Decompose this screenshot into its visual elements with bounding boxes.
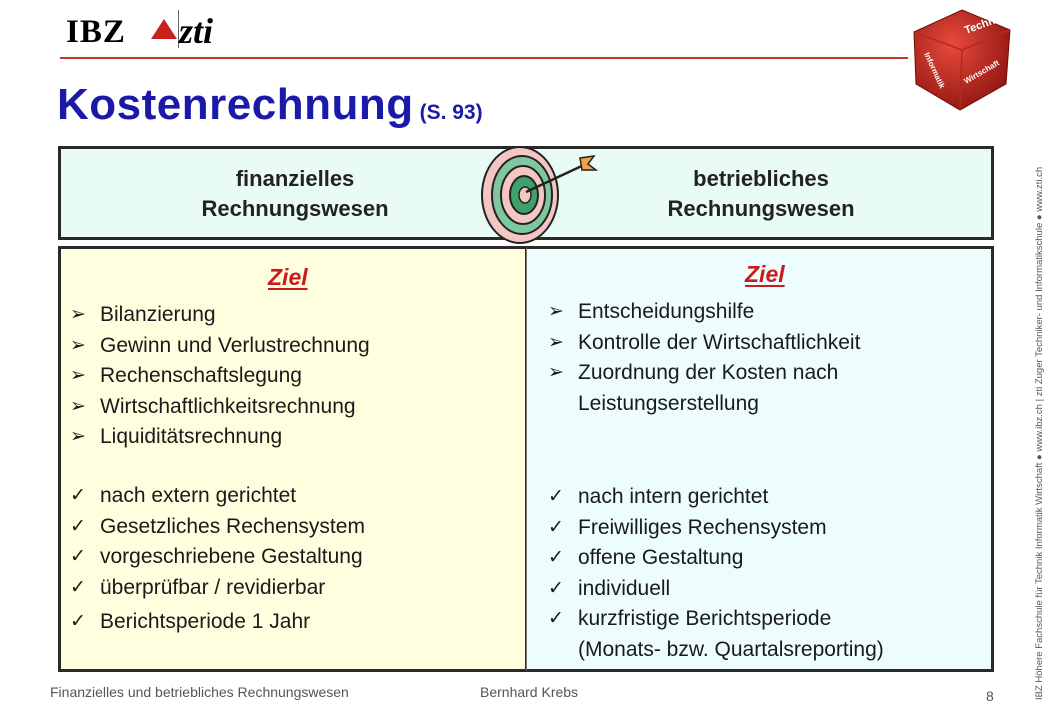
list-item <box>548 574 884 605</box>
goal-text: Zuordnung der Kosten nach <box>578 361 839 384</box>
list-item <box>548 358 860 389</box>
operational-traits-list <box>548 482 884 665</box>
list-item <box>70 392 370 423</box>
arrow-bullet-icon: ➢ <box>548 362 564 383</box>
list-item <box>70 481 365 512</box>
arrow-bullet-icon: ➢ <box>70 395 86 417</box>
checkmark-icon: ✓ <box>548 516 564 538</box>
header-operational-line2: Rechnungswesen <box>667 196 855 221</box>
list-item <box>548 328 860 359</box>
title-page-ref: (S. 93) <box>419 101 483 124</box>
trait-text: Gesetzliches Rechensystem <box>100 514 365 538</box>
list-item-continuation <box>548 389 860 420</box>
checkmark-icon: ✓ <box>70 576 86 598</box>
header-operational <box>616 164 906 224</box>
side-school-info: IBZ Höhere Fachschule für Technik Informatik Wirtschaft ● www.ibz.ch | zti Zuger Techniker- und Informatikschule ● www.zti.ch <box>1034 166 1045 700</box>
footer-author: Bernhard Krebs <box>480 684 579 700</box>
header-financial-line2: Rechnungswesen <box>201 196 389 221</box>
arrow-bullet-icon: ➢ <box>70 365 86 386</box>
goal-text: Entscheidungshilfe <box>578 300 755 323</box>
dice-icon <box>906 4 1018 116</box>
logo-zti-text: zti <box>179 11 214 51</box>
checkmark-icon: ✓ <box>70 546 86 567</box>
target-icon <box>470 142 600 248</box>
trait-text: nach intern gerichtet <box>578 485 769 508</box>
checkmark-icon: ✓ <box>548 547 564 568</box>
arrow-bullet-icon: ➢ <box>70 304 86 325</box>
trait-continuation-text: (Monats- bzw. Quartalsreporting) <box>578 637 884 661</box>
arrow-bullet-icon: ➢ <box>548 301 564 322</box>
trait-text: überprüfbar / revidierbar <box>100 575 326 599</box>
goal-text: Rechenschaftslegung <box>100 364 302 387</box>
checkmark-icon: ✓ <box>548 486 564 507</box>
dice-face-right: Wirtschaft <box>962 58 1001 86</box>
trait-text: individuell <box>578 576 671 600</box>
logo-ibz-text: IBZ <box>66 14 126 50</box>
goal-text: Gewinn und Verlustrechnung <box>100 333 370 357</box>
trait-text: Freiwilliges Rechensystem <box>578 515 827 539</box>
operational-goals-list <box>548 297 860 419</box>
list-item <box>548 297 860 328</box>
header-rule <box>60 57 908 59</box>
checkmark-icon: ✓ <box>548 608 564 629</box>
dice-face-top: Technik <box>962 11 1006 37</box>
goal-text: Kontrolle der Wirtschaftlichkeit <box>578 330 861 354</box>
financial-ziel-heading: Ziel <box>268 264 308 290</box>
checkmark-icon: ✓ <box>70 515 86 537</box>
financial-goals-list <box>70 300 370 453</box>
list-item <box>70 573 365 604</box>
checkmark-icon: ✓ <box>548 577 564 599</box>
financial-traits-list <box>70 481 365 638</box>
list-item <box>70 361 370 392</box>
list-item <box>548 482 884 513</box>
list-item <box>70 300 370 331</box>
checkmark-icon: ✓ <box>70 485 86 506</box>
header-financial-line1: finanzielles <box>235 166 355 191</box>
list-item <box>548 513 884 544</box>
operational-ziel-heading: Ziel <box>745 261 785 287</box>
list-item <box>70 607 365 638</box>
dice-face-left: Informatik <box>922 51 947 90</box>
trait-text: nach extern gerichtet <box>100 484 297 507</box>
list-item <box>70 512 365 543</box>
page-title <box>57 80 483 130</box>
trait-text: offene Gestaltung <box>578 546 744 569</box>
list-item <box>70 542 365 573</box>
trait-text: vorgeschriebene Gestaltung <box>100 545 363 568</box>
trait-text: Berichtsperiode 1 Jahr <box>100 610 311 633</box>
footer-topic: Finanzielles und betriebliches Rechnungswesen <box>50 684 349 700</box>
goal-text: Wirtschaftlichkeitsrechnung <box>100 394 356 418</box>
list-item <box>70 331 370 362</box>
ibz-zti-logo <box>66 6 226 52</box>
goal-text: Bilanzierung <box>100 303 216 326</box>
list-item <box>70 422 370 453</box>
arrow-bullet-icon: ➢ <box>548 331 564 353</box>
list-item <box>548 604 884 635</box>
checkmark-icon: ✓ <box>70 611 86 632</box>
trait-text: kurzfristige Berichtsperiode <box>578 607 832 630</box>
list-item <box>548 543 884 574</box>
list-item-continuation <box>548 635 884 666</box>
header-operational-line1: betriebliches <box>693 166 829 191</box>
title-main: Kostenrechnung <box>57 80 414 129</box>
arrow-bullet-icon: ➢ <box>70 334 86 356</box>
page-number: 8 <box>986 688 994 704</box>
goal-continuation-text: Leistungserstellung <box>578 391 759 415</box>
header-financial <box>150 164 440 224</box>
logo-arrow-icon <box>151 19 177 39</box>
arrow-bullet-icon: ➢ <box>70 426 86 447</box>
goal-text: Liquiditätsrechnung <box>100 425 283 448</box>
